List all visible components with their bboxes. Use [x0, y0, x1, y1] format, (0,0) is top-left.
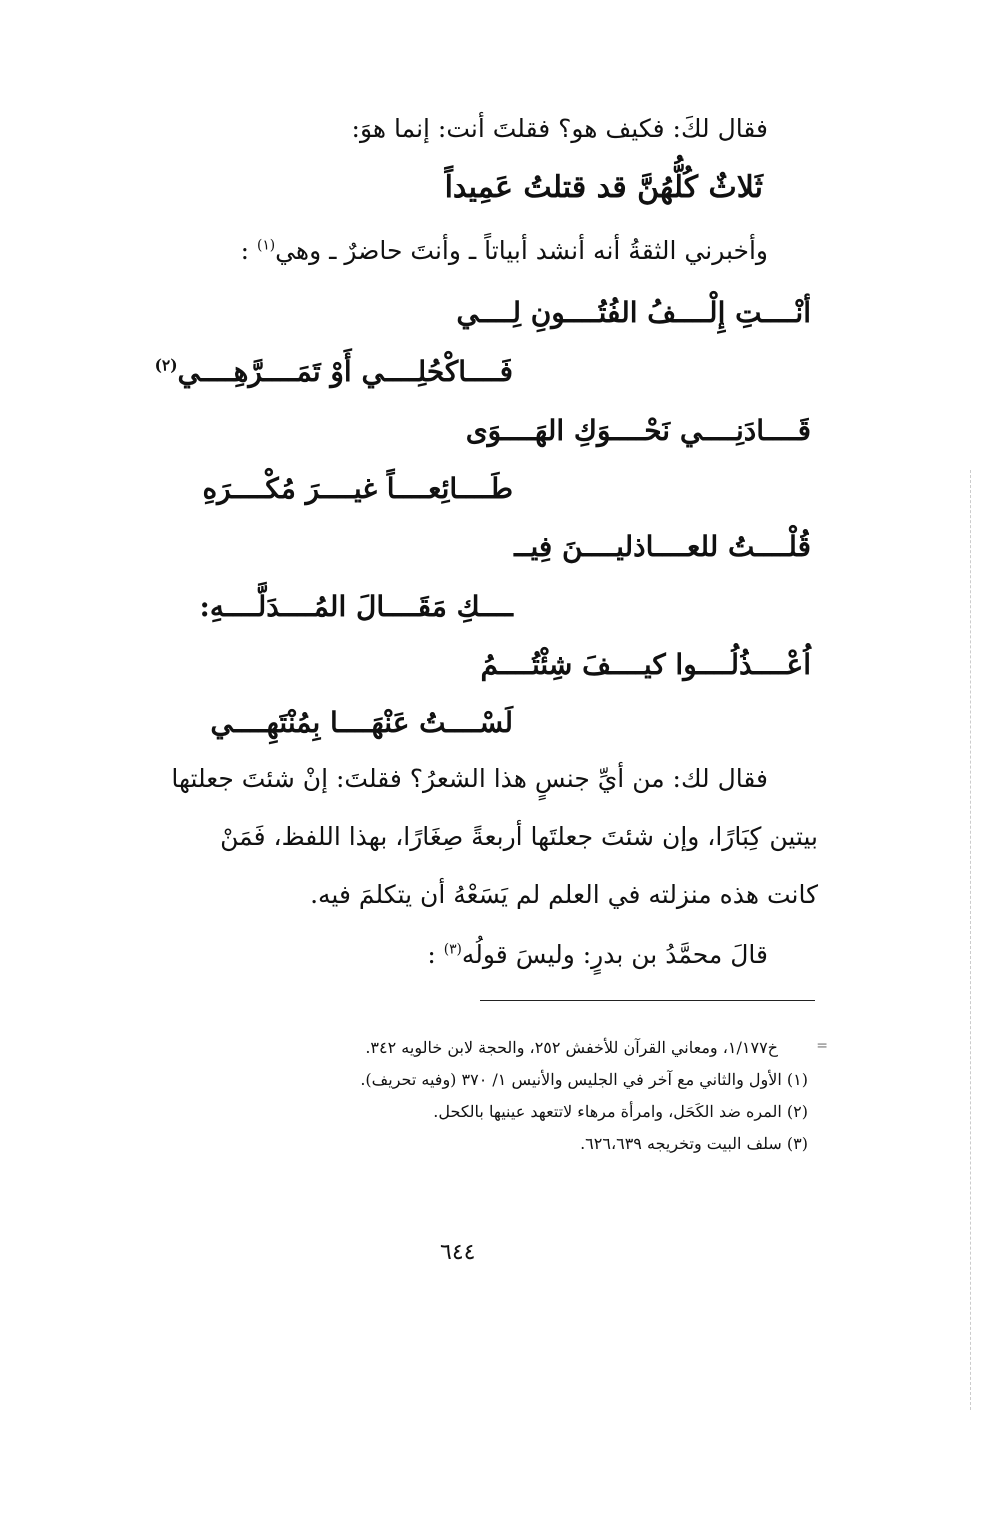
prose-line-2: [241, 236, 768, 266]
footnote-2: [433, 1102, 808, 1121]
verse-line-7: اُعْــــذُلُــــوا كيــــفَ شِئْتُــــمُ: [480, 648, 811, 681]
footnote-1-text: الأول والثاني مع آخر في الجليس والأنيس ١/ ٣٧٠ (وفيه تحريف).: [360, 1070, 782, 1089]
footnote-3-text: سلف البيت وتخريجه ٦٢٦،٦٣٩.: [580, 1134, 782, 1153]
scan-edge-artifact: [970, 470, 971, 1410]
footnote-3: [580, 1134, 808, 1153]
page-number: ٦٤٤: [440, 1240, 476, 1265]
footnote-1-number: (١): [786, 1070, 808, 1089]
verse-line-2: [155, 355, 513, 389]
prose-line-4-tail: :: [427, 940, 444, 969]
prose-line-2-tail: :: [240, 236, 257, 265]
prose-line-2-text: وأخبرني الثقةُ أنه أنشد أبياتاً ـ وأنتَ حاضرٌ ـ وهي: [275, 236, 768, 265]
prose-line-3b: بيتين كِبَارًا، وإن شئتَ جعلتَها أربعةً صِغَارًا، بهذا اللفظ، فَمَنْ: [220, 822, 818, 851]
prose-line-3a: فقال لك: من أيِّ جنسٍ هذا الشعرُ؟ فقلتَ: إنْ شئتَ جعلتها: [171, 764, 768, 793]
footnote-ref-3: (٣): [443, 941, 462, 958]
verse-line-1: أنْــــتِ إِلْــــفُ الفُتُــــونِ لِــــي: [456, 296, 811, 329]
footnote-continuation-marker: =: [816, 1038, 828, 1054]
footnote-ref-2: (٢): [154, 356, 178, 375]
verse-line-6: ــــكِ مَقَــــالَ المُــــدَلَّــــهِ:: [199, 590, 513, 623]
prose-line-1: فقال لكَ: فكيف هو؟ فقلتَ أنت: إنما هوَ:: [351, 114, 768, 143]
verse-line-5: قُلْــــتُ للعــــاذليــــنَ فِيــ: [514, 530, 811, 563]
verse-line-4: طَــــائِعــــاً غيــــرَ مُكْــــرَهِ: [202, 472, 513, 505]
footnote-continuation: خ١/١٧٧، ومعاني القرآن للأخفش ٢٥٢، والحجة لابن خالويه ٣٤٢.: [365, 1038, 778, 1057]
footnote-ref-1: (١): [256, 237, 276, 254]
footnote-3-number: (٣): [786, 1134, 808, 1153]
footnote-1: [360, 1070, 808, 1089]
prose-line-4: [427, 940, 768, 970]
verse-line-3: قَــــادَنِــــي نَحْــــوَكِ الهَــــوَى: [465, 414, 811, 447]
footnote-separator: [480, 1000, 815, 1001]
verse-line-2-text: فَــــاكْحُلِــــي أَوْ تَمَــــرَّهِــــي: [177, 355, 513, 388]
footnote-2-text: المره ضد الكَحَل، وامرأة مرهاء لاتتعهد عينيها بالكحل.: [433, 1102, 782, 1121]
verse-intro: ثَلاثٌ كُلُّهُنَّ قد قتلتُ عَمِيداً: [444, 170, 763, 205]
prose-line-4-text: قالَ محمَّدُ بن بدرٍ: وليسَ قولُه: [461, 940, 768, 969]
prose-line-3c: كانت هذه منزلته في العلم لم يَسَعْهُ أن يتكلمَ فيه.: [310, 880, 818, 909]
footnote-2-number: (٢): [786, 1102, 808, 1121]
verse-line-8: لَسْــــتُ عَنْهَــــا بِمُنْتَهِــــي: [210, 706, 513, 739]
